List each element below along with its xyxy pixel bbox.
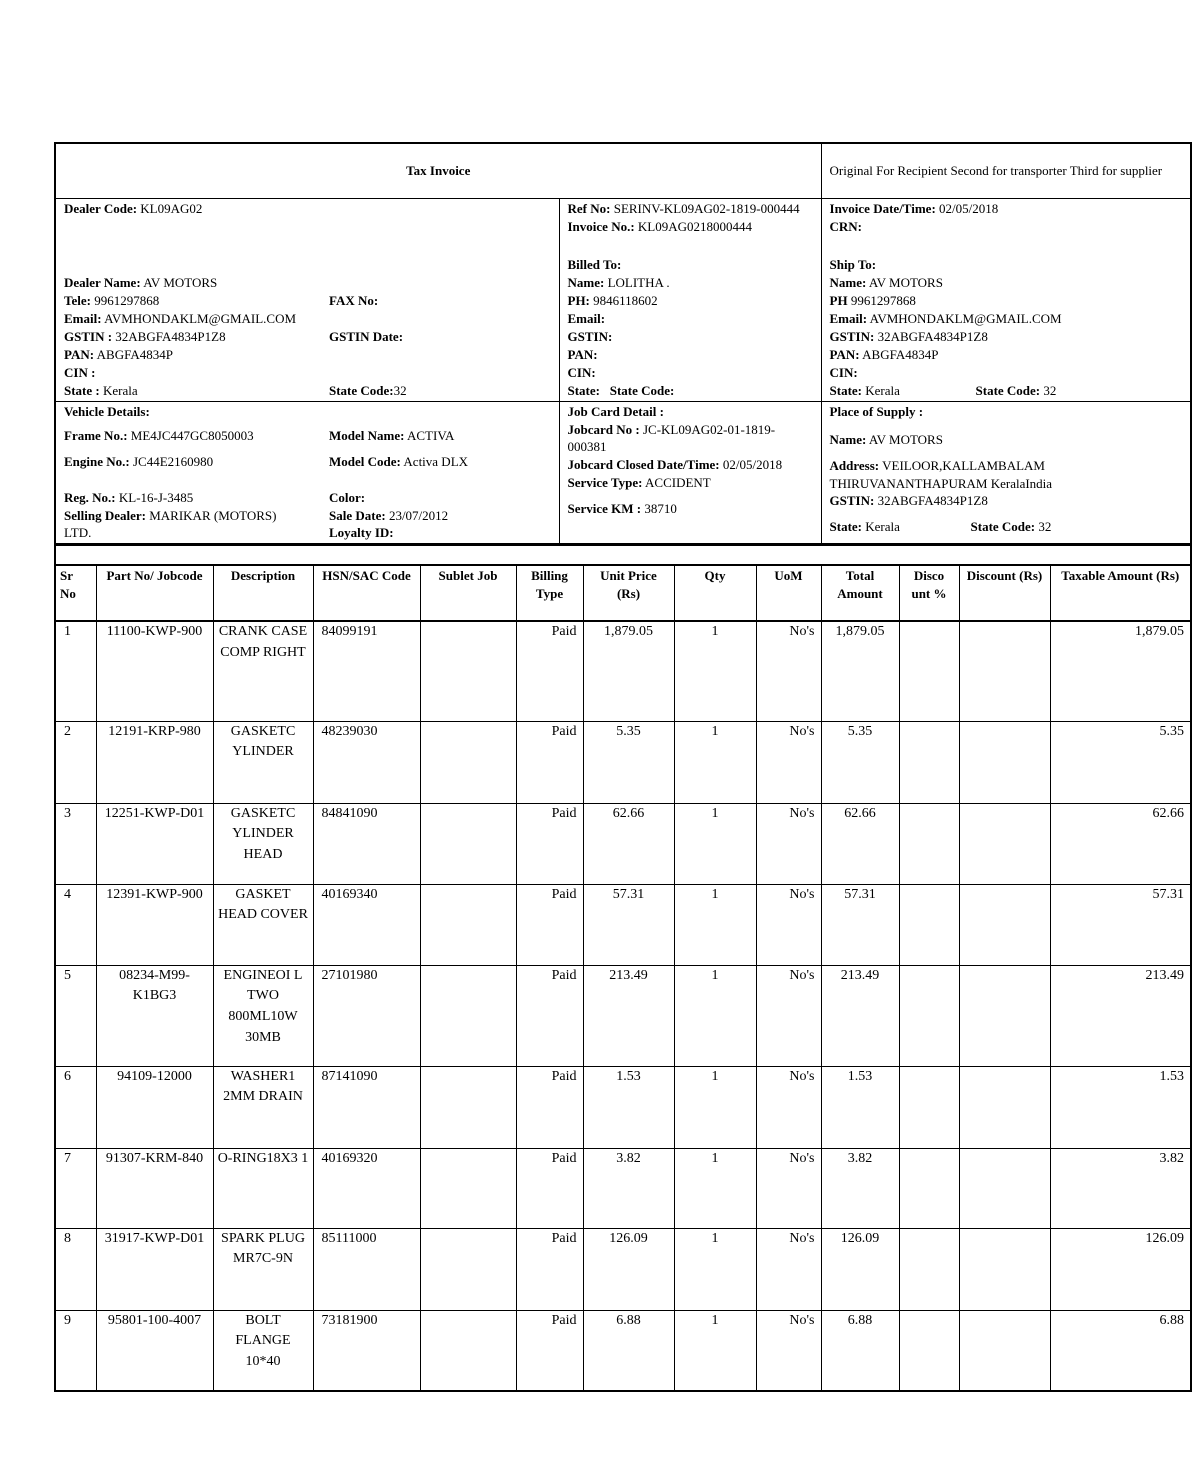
cell-sr: 9 (55, 1310, 96, 1391)
dealer-details: Dealer Name: AV MOTORS Tele: 9961297868 FAX No: Email: AVMHONDAKLM@GMAIL.COM GSTIN : 32ABGFA4834P1Z8 GSTIN Date: PAN: ABGFA4834P CIN : State : Kerala State Code:32 (55, 255, 559, 401)
cell-uom: No's (756, 1148, 821, 1228)
cell-sublet (420, 1066, 516, 1148)
cell-disc (959, 884, 1050, 965)
col-discount: Discount (Rs) (959, 565, 1050, 621)
invoice-document (54, 142, 1190, 1392)
cell-sublet (420, 1148, 516, 1228)
copy-note: Original For Recipient Second for transporter Third for supplier (821, 143, 1191, 199)
cell-hsn: 73181900 (313, 1310, 420, 1391)
cell-unit-price: 57.31 (583, 884, 674, 965)
cell-desc: ENGINEOI L TWO 800ML10W 30MB (213, 965, 313, 1066)
cell-taxable: 1.53 (1050, 1066, 1191, 1148)
cell-desc: GASKET HEAD COVER (213, 884, 313, 965)
cell-billing: Paid (516, 803, 583, 884)
cell-uom: No's (756, 803, 821, 884)
cell-sr: 4 (55, 884, 96, 965)
cell-part: 94109-12000 (96, 1066, 213, 1148)
invoice-title: Tax Invoice (55, 143, 821, 199)
ship-to: Ship To: Name: AV MOTORS PH 9961297868 Email: AVMHONDAKLM@GMAIL.COM GSTIN: 32ABGFA4834P1Z8 PAN: ABGFA4834P CIN: State: Kerala State Code: 32 (821, 255, 1191, 401)
cell-disc-pct (899, 1228, 959, 1310)
cell-sublet (420, 884, 516, 965)
cell-qty: 1 (674, 1148, 756, 1228)
cell-qty: 1 (674, 1066, 756, 1148)
cell-sr: 6 (55, 1066, 96, 1148)
cell-part: 08234-M99-K1BG3 (96, 965, 213, 1066)
cell-sr: 8 (55, 1228, 96, 1310)
cell-billing: Paid (516, 1148, 583, 1228)
invoice-date: Invoice Date/Time: 02/05/2018 CRN: (821, 199, 1191, 256)
cell-total: 1,879.05 (821, 621, 899, 721)
cell-sublet (420, 965, 516, 1066)
cell-disc-pct (899, 1148, 959, 1228)
table-row (55, 1228, 1191, 1310)
billed-to: Billed To: Name: LOLITHA . PH: 9846118602 Email: GSTIN: PAN: CIN: State: State Code: (559, 255, 821, 401)
col-qty: Qty (674, 565, 756, 621)
job-card-details: Job Card Detail : Jobcard No : JC-KL09AG02-01-1819-000381 Jobcard Closed Date/Time: 02/05/2018 Service Type: ACCIDENT Service KM : 38710 (559, 401, 821, 544)
cell-total: 62.66 (821, 803, 899, 884)
cell-uom: No's (756, 721, 821, 803)
vehicle-details: Vehicle Details: Frame No.: ME4JC447GC8050003 Model Name: ACTIVA Engine No.: JC44E2160980 Model Code: Activa DLX Reg. No.: KL-16-J-3485 Color: Selling Dealer: MARIKAR (MOTORS) LTD. Sale Date: 23/07/2012 Loyalty ID: (55, 401, 559, 544)
cell-disc-pct (899, 1310, 959, 1391)
cell-total: 213.49 (821, 965, 899, 1066)
cell-sr: 5 (55, 965, 96, 1066)
cell-total: 5.35 (821, 721, 899, 803)
cell-part: 12251-KWP-D01 (96, 803, 213, 884)
cell-unit-price: 1.53 (583, 1066, 674, 1148)
cell-hsn: 48239030 (313, 721, 420, 803)
col-part-no: Part No/ Jobcode (96, 565, 213, 621)
cell-hsn: 85111000 (313, 1228, 420, 1310)
cell-disc (959, 1310, 1050, 1391)
cell-sublet (420, 803, 516, 884)
cell-disc (959, 1148, 1050, 1228)
table-body (55, 621, 1191, 1391)
invoice-header (54, 142, 1192, 545)
table-row (55, 1066, 1191, 1148)
line-items-table (54, 545, 1192, 1392)
cell-qty: 1 (674, 721, 756, 803)
cell-qty: 1 (674, 884, 756, 965)
cell-taxable: 62.66 (1050, 803, 1191, 884)
cell-total: 6.88 (821, 1310, 899, 1391)
cell-qty: 1 (674, 1228, 756, 1310)
col-description: Description (213, 565, 313, 621)
table-row (55, 621, 1191, 721)
cell-sublet (420, 1228, 516, 1310)
cell-unit-price: 62.66 (583, 803, 674, 884)
cell-taxable: 213.49 (1050, 965, 1191, 1066)
cell-hsn: 84841090 (313, 803, 420, 884)
cell-uom: No's (756, 884, 821, 965)
table-row (55, 1148, 1191, 1228)
col-uom: UoM (756, 565, 821, 621)
cell-sr: 1 (55, 621, 96, 721)
cell-part: 11100-KWP-900 (96, 621, 213, 721)
cell-disc-pct (899, 1066, 959, 1148)
cell-taxable: 3.82 (1050, 1148, 1191, 1228)
cell-disc-pct (899, 965, 959, 1066)
cell-part: 12191-KRP-980 (96, 721, 213, 803)
cell-unit-price: 3.82 (583, 1148, 674, 1228)
cell-desc: O-RING18X3 1 (213, 1148, 313, 1228)
cell-sr: 2 (55, 721, 96, 803)
cell-uom: No's (756, 1066, 821, 1148)
cell-billing: Paid (516, 965, 583, 1066)
cell-part: 91307-KRM-840 (96, 1148, 213, 1228)
cell-unit-price: 5.35 (583, 721, 674, 803)
cell-sr: 3 (55, 803, 96, 884)
cell-billing: Paid (516, 721, 583, 803)
cell-hsn: 27101980 (313, 965, 420, 1066)
col-sr-no: Sr No (55, 565, 96, 621)
place-of-supply: Place of Supply : Name: AV MOTORS Address: VEILOOR,KALLAMBALAM THIRUVANANTHAPURAM KeralaIndia GSTIN: 32ABGFA4834P1Z8 State: Kerala State Code: 32 (821, 401, 1191, 544)
table-row (55, 803, 1191, 884)
col-unit-price: Unit Price (Rs) (583, 565, 674, 621)
cell-total: 126.09 (821, 1228, 899, 1310)
cell-sr: 7 (55, 1148, 96, 1228)
cell-hsn: 84099191 (313, 621, 420, 721)
cell-disc-pct (899, 884, 959, 965)
cell-disc (959, 721, 1050, 803)
cell-billing: Paid (516, 1228, 583, 1310)
cell-disc-pct (899, 803, 959, 884)
cell-disc-pct (899, 721, 959, 803)
cell-billing: Paid (516, 1066, 583, 1148)
cell-billing: Paid (516, 1310, 583, 1391)
cell-unit-price: 6.88 (583, 1310, 674, 1391)
col-taxable: Taxable Amount (Rs) (1050, 565, 1191, 621)
cell-sublet (420, 621, 516, 721)
cell-sublet (420, 721, 516, 803)
cell-total: 1.53 (821, 1066, 899, 1148)
cell-taxable: 57.31 (1050, 884, 1191, 965)
cell-uom: No's (756, 1228, 821, 1310)
cell-taxable: 5.35 (1050, 721, 1191, 803)
cell-taxable: 6.88 (1050, 1310, 1191, 1391)
col-billing-type: Billing Type (516, 565, 583, 621)
cell-disc (959, 1066, 1050, 1148)
cell-desc: GASKETC YLINDER HEAD (213, 803, 313, 884)
cell-hsn: 87141090 (313, 1066, 420, 1148)
cell-uom: No's (756, 621, 821, 721)
table-row (55, 1310, 1191, 1391)
table-row (55, 884, 1191, 965)
table-header-row (55, 565, 1191, 621)
cell-disc (959, 803, 1050, 884)
cell-billing: Paid (516, 884, 583, 965)
col-hsn: HSN/SAC Code (313, 565, 420, 621)
cell-taxable: 1,879.05 (1050, 621, 1191, 721)
cell-unit-price: 126.09 (583, 1228, 674, 1310)
table-row (55, 965, 1191, 1066)
cell-hsn: 40169320 (313, 1148, 420, 1228)
cell-taxable: 126.09 (1050, 1228, 1191, 1310)
cell-billing: Paid (516, 621, 583, 721)
dealer-code: Dealer Code: KL09AG02 (64, 201, 203, 216)
cell-part: 12391-KWP-900 (96, 884, 213, 965)
cell-total: 3.82 (821, 1148, 899, 1228)
cell-desc: WASHER1 2MM DRAIN (213, 1066, 313, 1148)
cell-sublet (420, 1310, 516, 1391)
cell-unit-price: 213.49 (583, 965, 674, 1066)
cell-uom: No's (756, 965, 821, 1066)
col-sublet: Sublet Job (420, 565, 516, 621)
cell-desc: SPARK PLUG MR7C-9N (213, 1228, 313, 1310)
col-discount-pct: Disco unt % (899, 565, 959, 621)
cell-unit-price: 1,879.05 (583, 621, 674, 721)
cell-total: 57.31 (821, 884, 899, 965)
cell-disc-pct (899, 621, 959, 721)
cell-part: 95801-100-4007 (96, 1310, 213, 1391)
ref-invoice-no: Ref No: SERINV-KL09AG02-1819-000444 Invoice No.: KL09AG0218000444 (559, 199, 821, 256)
cell-part: 31917-KWP-D01 (96, 1228, 213, 1310)
cell-disc (959, 621, 1050, 721)
cell-qty: 1 (674, 803, 756, 884)
cell-desc: BOLT FLANGE 10*40 (213, 1310, 313, 1391)
cell-desc: GASKETC YLINDER (213, 721, 313, 803)
cell-hsn: 40169340 (313, 884, 420, 965)
cell-uom: No's (756, 1310, 821, 1391)
cell-disc (959, 1228, 1050, 1310)
col-total: Total Amount (821, 565, 899, 621)
cell-disc (959, 965, 1050, 1066)
cell-qty: 1 (674, 965, 756, 1066)
table-row (55, 721, 1191, 803)
cell-desc: CRANK CASE COMP RIGHT (213, 621, 313, 721)
cell-qty: 1 (674, 621, 756, 721)
cell-qty: 1 (674, 1310, 756, 1391)
